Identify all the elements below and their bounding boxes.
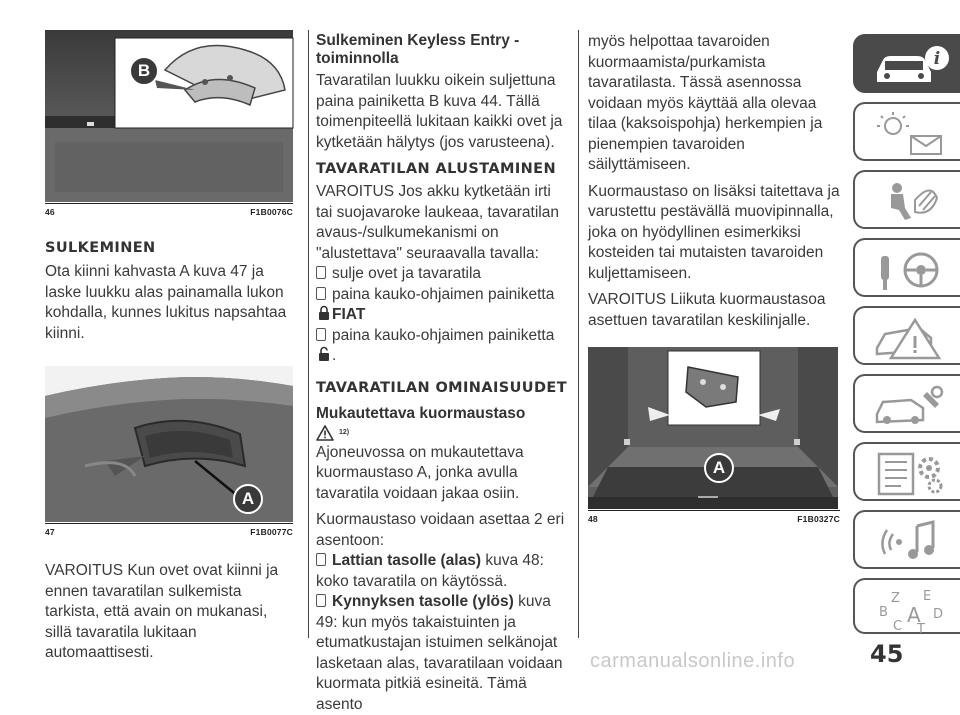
technical-data-icon [871, 450, 951, 498]
sidebar-tab-warning-lights[interactable] [853, 102, 960, 161]
figure-rule [588, 510, 840, 511]
paragraph-varoitus: VAROITUS Kun ovet ovat kiinni ja ennen tavaratilan sulkemista tarkista, että avain on mukanasi, sillä tavaratila lukitaan automaattisesti. [45, 562, 279, 661]
paragraph-kuormaustaso: Kuormaustaso voidaan asettaa 2 eri asentoon: [316, 511, 565, 549]
sidebar-tab-safety[interactable] [853, 170, 960, 229]
paragraph-keyless: Tavaratilan luukku oikein suljettuna paina painiketta B kuva 44. Tällä toimenpiteellä lukitaan kaikki ovet ja kytketään hälytys (jos varusteena). [316, 72, 563, 151]
paragraph-ajoneuvossa: Ajoneuvossa on mukautettava kuormaustaso A, jonka avulla tavaratila voidaan jakaa osiin. [316, 443, 524, 502]
index-letter: A [907, 603, 921, 627]
starting-driving-icon [871, 246, 951, 294]
warning-triangle-icon [316, 425, 334, 441]
index-letter: C [893, 619, 903, 634]
figure-code: F1B0076C [250, 207, 293, 217]
figure-rule [45, 523, 293, 524]
option-kynnyksen-tasolle: Kynnyksen tasolle (ylös) kuva 49: kun myös takaistuinten ja etumatkustajan istuimen selkänojat lasketaan alas, tavaratilaan voidaan kuormata pitkiä esineitä. Tämä asento [316, 593, 563, 713]
figure-code: F1B0077C [250, 527, 293, 537]
figure-48-load-floor [588, 347, 838, 509]
figure-47-trunk-handle [45, 366, 293, 522]
heading-ominaisuudet: TAVARATILAN OMINAISUUDET [316, 379, 567, 396]
figure-46-caption [45, 207, 293, 217]
page-number: 45 [870, 640, 904, 668]
figure-number: 47 [45, 527, 55, 537]
column-1 [45, 30, 293, 664]
airbag-seat-icon [871, 178, 951, 226]
maintenance-icon [871, 382, 951, 430]
checkbox-bullet-icon [316, 328, 326, 341]
multimedia-icon [871, 518, 951, 566]
heading-alustaminen: TAVARATILAN ALUSTAMINEN [316, 161, 557, 177]
fiat-line: FIAT [316, 305, 570, 326]
column-divider [578, 30, 579, 638]
heading-sulkeminen: SULKEMINEN [45, 240, 156, 256]
sidebar-tab-driving[interactable] [853, 238, 960, 297]
figure-code: F1B0327C [797, 514, 840, 524]
callout-a: A [704, 453, 734, 483]
warning-reference: 12) [316, 425, 570, 441]
paragraph-continued: myös helpottaa tavaroiden kuormaamista/purkamista tavaratilasta. Tässä asennossa voidaan myös käyttää alla olevaa tilaa (kaksoispohja) herkempien ja pienempien tavaroiden säilyttämiseen. [588, 33, 823, 173]
index-letter: B [879, 605, 888, 620]
watermark: carmanualsonline.info [590, 650, 796, 672]
paragraph-varoitus-2: VAROITUS Liikuta kuormaustasoa asettuen tavaratilan keskilinjalle. [588, 291, 826, 329]
index-icon [871, 586, 951, 637]
paragraph-taitettava: Kuormaustaso on lisäksi taitettava ja varustettu pestävällä muovipinnalla, joka on hyödyllinen esimerkiksi kosteiden tai mutaisten tavaroiden kuljettamiseen. [588, 182, 840, 282]
heading-mukautettava: Mukautettava kuormaustaso [316, 404, 526, 422]
bullet-item: sulje ovet ja tavaratila [316, 264, 570, 285]
figure-number: 46 [45, 207, 55, 217]
column-divider [308, 30, 309, 638]
callout-b: B [129, 56, 159, 86]
checkbox-bullet-icon [316, 266, 326, 279]
bullet-item: paina kauko-ohjaimen painiketta [316, 285, 570, 306]
sidebar-tab-maintenance[interactable] [853, 374, 960, 433]
car-info-icon [871, 42, 951, 90]
index-letter: T [917, 622, 925, 637]
checkbox-bullet-icon [316, 553, 326, 566]
trunk-image-48 [588, 347, 838, 509]
emergency-icon [871, 314, 951, 362]
figure-48-caption [588, 514, 840, 524]
checkbox-bullet-icon [316, 287, 326, 300]
sidebar-tab-multimedia[interactable] [853, 510, 960, 569]
sidebar-tab-car-info[interactable] [853, 34, 960, 93]
index-letter: D [933, 607, 944, 622]
unlock-icon [318, 346, 330, 362]
figure-number: 48 [588, 514, 598, 524]
svg-text:i: i [933, 49, 941, 69]
paragraph-sulkeminen: Ota kiinni kahvasta A kuva 47 ja laske luukku alas painamalla lukon kohdalla, kunnes lukitus napsahtaa kiinni. [45, 263, 287, 342]
column-3 [588, 32, 840, 524]
checkbox-bullet-icon [316, 594, 326, 607]
index-letter: E [923, 589, 932, 604]
option-lattian-tasolle: Lattian tasolle (alas) kuva 48: koko tavaratila on käytössä. [316, 552, 544, 590]
callout-a: A [233, 484, 263, 514]
trunk-image-46 [45, 30, 293, 202]
heading-keyless: Sulkeminen Keyless Entry -toiminnolla [316, 32, 520, 67]
warning-lights-icon [871, 110, 951, 158]
bullet-item: paina kauko-ohjaimen painiketta. [316, 326, 570, 367]
column-2 [316, 32, 570, 715]
figure-46-trunk-lock-button [45, 30, 293, 202]
figure-47-caption [45, 527, 293, 537]
figure-rule [45, 203, 293, 204]
sidebar-tab-technical-data[interactable] [853, 442, 960, 501]
sidebar-tab-emergency[interactable] [853, 306, 960, 365]
paragraph-alustaminen: VAROITUS Jos akku kytketään irti tai suojavaroke laukeaa, tavaratilan avaus-/sulkumekanismi on "alustettava" seuraavalla tavalla: [316, 183, 559, 262]
sidebar-tab-index[interactable] [853, 578, 960, 637]
lock-icon [318, 305, 330, 321]
index-letter: Z [891, 591, 900, 606]
